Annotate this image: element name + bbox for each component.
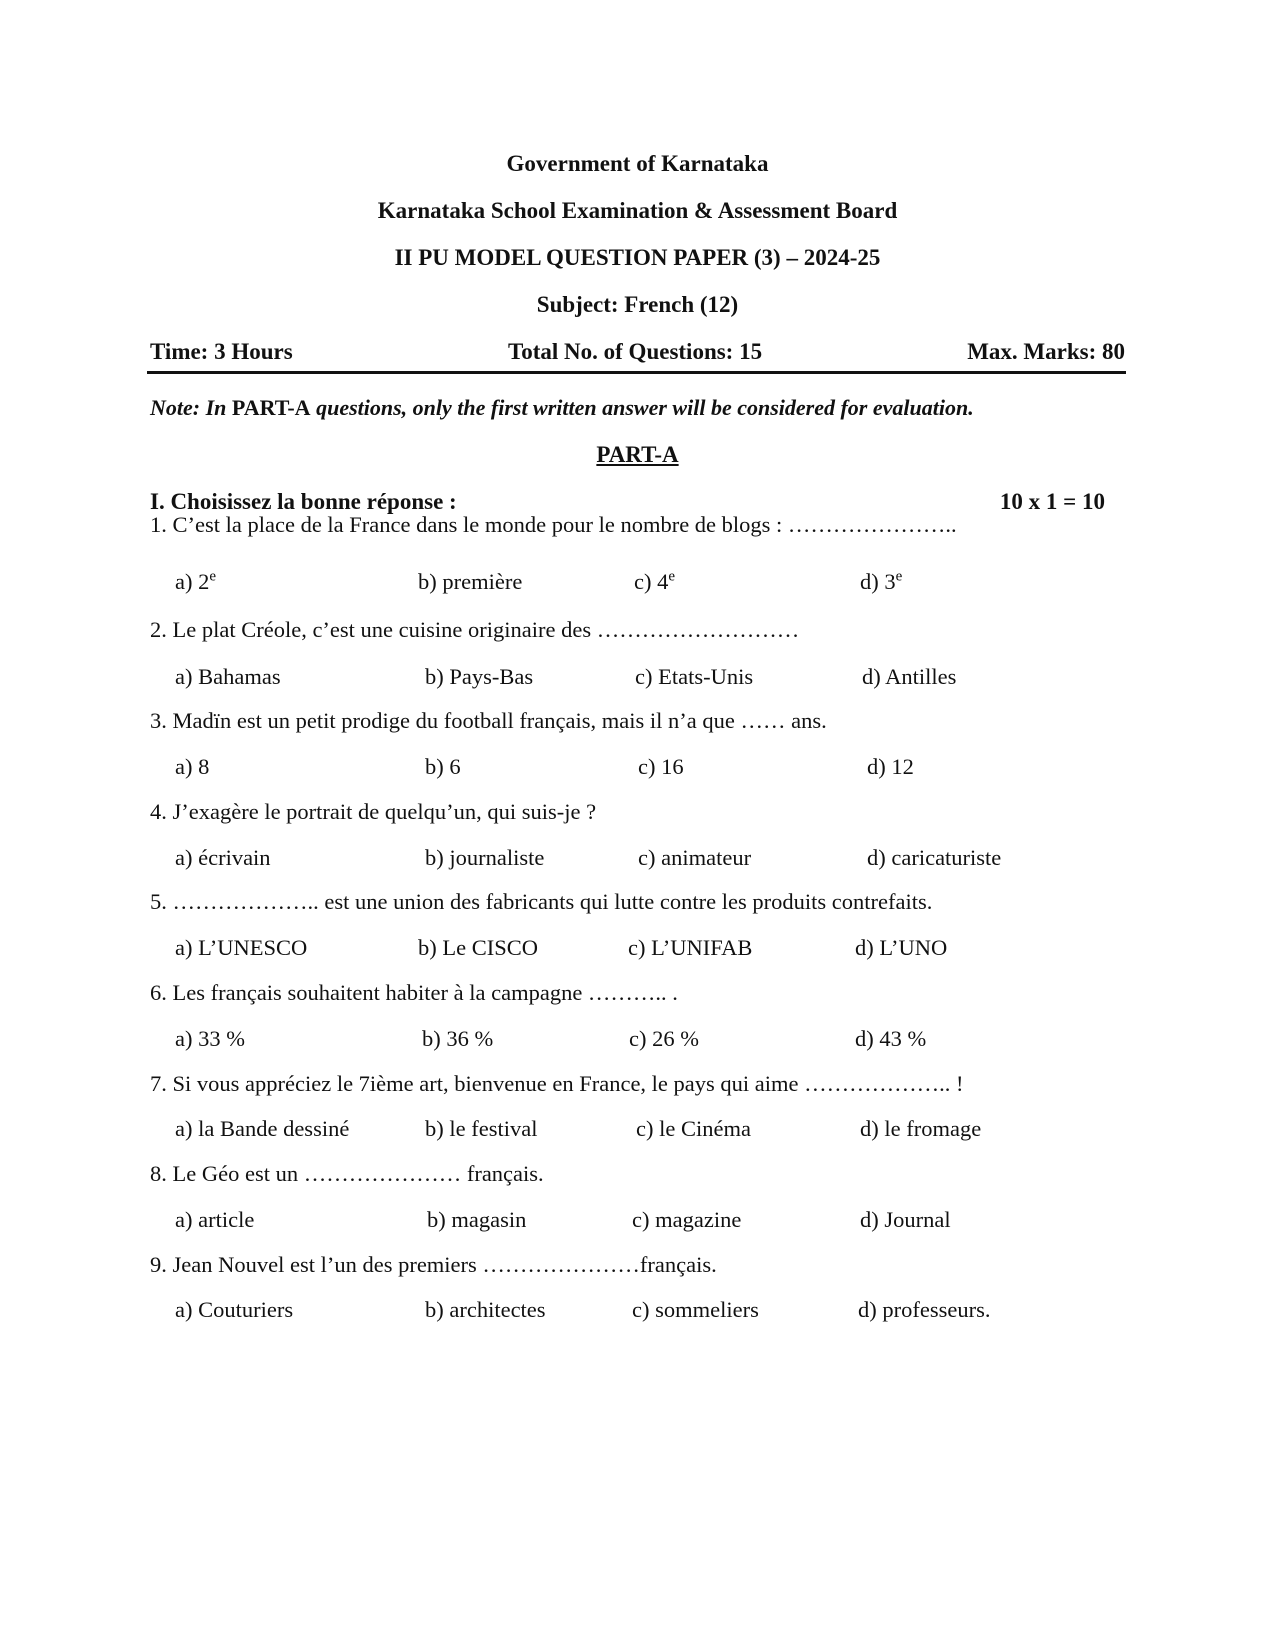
option-a: a) article [175,1207,255,1232]
option-b: b) journaliste [425,845,545,870]
option-d: d) Journal [860,1207,951,1232]
option-b: b) première [418,569,523,594]
option-a: a) L’UNESCO [175,935,308,960]
question-text: 1. C’est la place de la France dans le monde pour le nombre de blogs : ………………….. [150,512,957,537]
note-part: PART-A [231,395,311,420]
section-marks: 10 x 1 = 10 [999,489,1105,514]
exam-meta-row [150,337,1125,369]
option-a-text: a) 2 [175,569,210,594]
option-b: b) 36 % [422,1026,494,1051]
option-a: a) Couturiers [175,1297,294,1322]
option-b: b) le festival [425,1116,538,1141]
option-d-text: d) 3 [860,569,896,594]
option-a: a) Bahamas [175,664,281,689]
note-prefix: Note: In [150,395,232,420]
question-options [0,752,1275,784]
question-options [0,567,1275,599]
exam-time: Time: 3 Hours [150,339,293,364]
option-b: b) magasin [427,1207,527,1232]
option-a-sup: e [209,568,217,585]
header-paper-title: II PU MODEL QUESTION PAPER (3) – 2024-25 [394,245,881,270]
question-options [0,662,1275,694]
option-c [634,567,675,597]
question-text: 2. Le plat Créole, c’est une cuisine originaire des ……………………… [150,617,800,642]
question-options [0,1024,1275,1056]
option-c: c) animateur [638,845,752,870]
evaluation-note [150,393,1140,423]
option-d: d) caricaturiste [867,845,1002,870]
option-c: c) 26 % [629,1026,699,1051]
question-options [0,1114,1275,1146]
option-c: c) L’UNIFAB [628,935,753,960]
section-title: I. Choisissez la bonne réponse : [150,489,457,514]
header-board: Karnataka School Examination & Assessment Board [377,198,898,223]
option-a: a) la Bande dessiné [175,1116,350,1141]
option-a [175,567,216,597]
question-options [0,843,1275,875]
question-text: 7. Si vous appréciez le 7ième art, bienvenue en France, le pays qui aime ……………….. ! [150,1071,964,1096]
question-options [0,1295,1275,1327]
option-d: d) Antilles [862,664,957,689]
option-d: d) le fromage [860,1116,982,1141]
option-c: c) magazine [632,1207,742,1232]
option-b: b) Pays-Bas [425,664,534,689]
question-options [0,1205,1275,1237]
exam-max-marks: Max. Marks: 80 [967,339,1125,364]
question-text: 9. Jean Nouvel est l’un des premiers …………………français. [150,1252,717,1277]
option-a: a) 8 [175,754,210,779]
option-c: c) le Cinéma [636,1116,751,1141]
option-b: b) Le CISCO [418,935,538,960]
option-c: c) sommeliers [632,1297,759,1322]
question-text: 5. ……………….. est une union des fabricants qui lutte contre les produits contrefaits. [150,889,933,914]
question-text: 3. Madïn est un petit prodige du football français, mais il n’a que …… ans. [150,708,827,733]
option-c: c) Etats-Unis [635,664,754,689]
note-suffix: questions, only the first written answer will be considered for evaluation. [310,395,974,420]
option-d [860,567,902,597]
header-divider [147,371,1126,374]
question-options [0,933,1275,965]
header-government: Government of Karnataka [506,151,769,176]
part-title [0,440,1275,470]
question-text: 8. Le Géo est un ………………… français. [150,1161,544,1186]
header-subject: Subject: French (12) [536,292,739,317]
option-d-sup: e [895,568,903,585]
option-a: a) écrivain [175,845,271,870]
question-text: 6. Les français souhaitent habiter à la campagne ……….. . [150,980,678,1005]
option-d: d) L’UNO [855,935,948,960]
option-c-text: c) 4 [634,569,669,594]
question-text: 4. J’exagère le portrait de quelqu’un, qui suis-je ? [150,799,597,824]
option-b: b) architectes [425,1297,546,1322]
part-title-text: PART-A [596,442,679,467]
exam-total-questions: Total No. of Questions: 15 [508,339,763,364]
option-d: d) 43 % [855,1026,927,1051]
option-c: c) 16 [638,754,684,779]
option-a: a) 33 % [175,1026,245,1051]
option-b: b) 6 [425,754,461,779]
option-d: d) professeurs. [858,1297,991,1322]
option-c-sup: e [668,568,676,585]
option-d: d) 12 [867,754,914,779]
